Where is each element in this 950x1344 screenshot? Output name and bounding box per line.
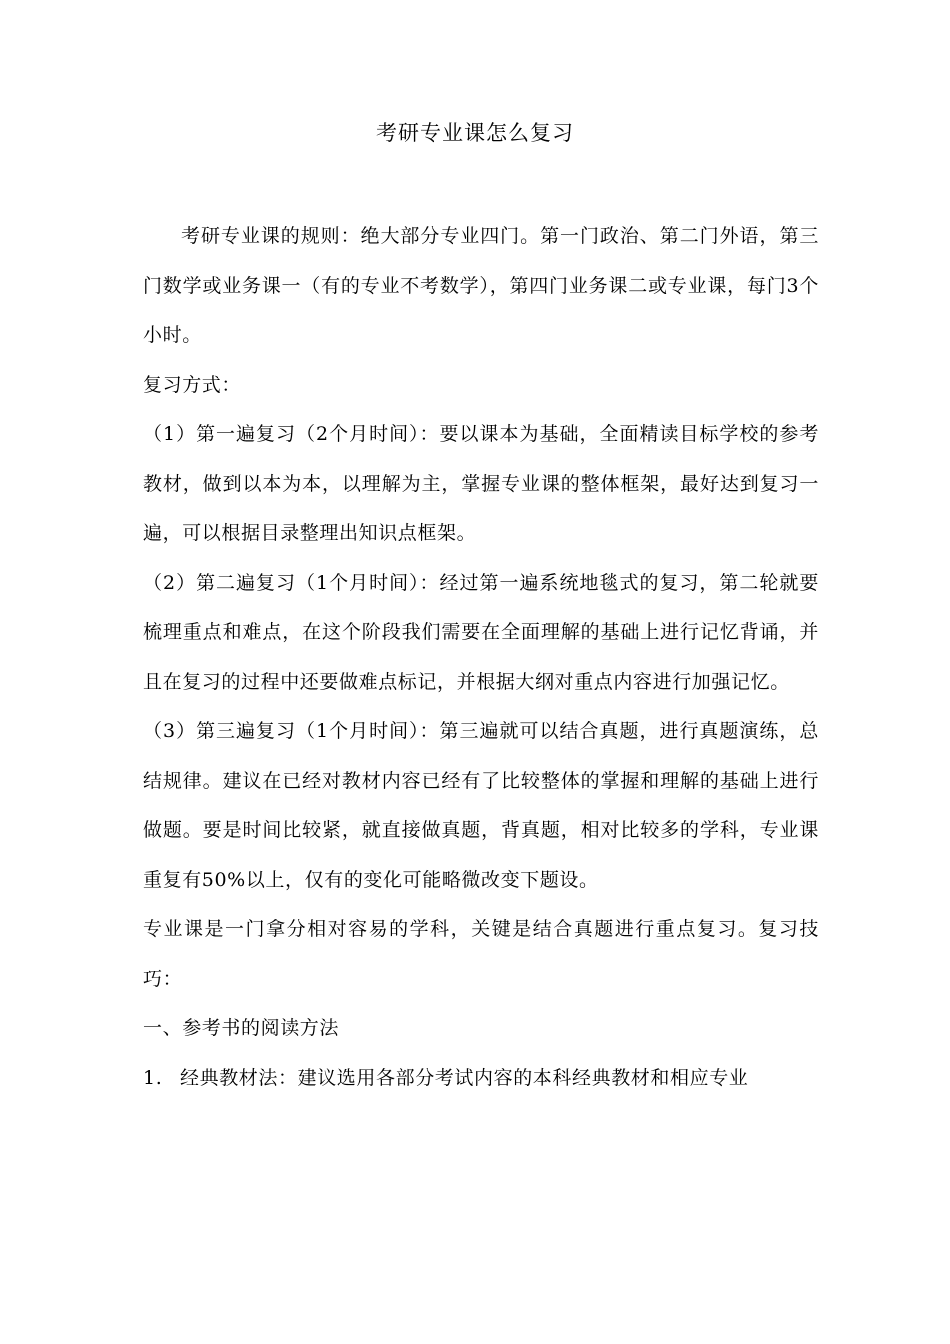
paragraph-third-review: （3）第三遍复习（1个月时间）：第三遍就可以结合真题，进行真题演练，总结规律。建议在已经对教材内容已经有了比较整体的掌握和理解的基础上进行做题。要是时间比较紧，就直接做真题，背真题，相对比较多的学科，专业课重复有50%以上，仅有的变化可能略微改变下题设。 xyxy=(143,720,819,891)
list-item xyxy=(143,1054,819,1104)
paragraph-rules: 考研专业课的规则：绝大部分专业四门。第一门政治、第二门外语，第三门数学或业务课一（有的专业不考数学），第四门业务课二或专业课，每门3个小时。 xyxy=(143,225,819,346)
paragraph-review-tips: 专业课是一门拿分相对容易的学科，关键是结合真题进行重点复习。复习技巧： xyxy=(143,918,819,990)
paragraph-review-methods-heading: 复习方式： xyxy=(143,373,242,396)
document-title: 考研专业课怎么复习 xyxy=(376,121,574,145)
document-body xyxy=(143,212,819,1103)
list-item-number: 1. xyxy=(143,1066,163,1089)
list-item-text: 经典教材法：建议选用各部分考试内容的本科经典教材和相应专业 xyxy=(180,1066,749,1089)
paragraph-second-review: （2）第二遍复习（1个月时间）：经过第一遍系统地毯式的复习，第二轮就要梳理重点和难点，在这个阶段我们需要在全面理解的基础上进行记忆背诵，并且在复习的过程中还要做难点标记，并根据大纲对重点内容进行加强记忆。 xyxy=(143,571,819,693)
section-heading-reading-method: 一、参考书的阅读方法 xyxy=(143,1017,340,1039)
paragraph-first-review: （1）第一遍复习（2个月时间）：要以课本为基础，全面精读目标学校的参考教材，做到以本为本，以理解为主，掌握专业课的整体框架，最好达到复习一遍，可以根据目录整理出知识点框架。 xyxy=(143,423,819,544)
